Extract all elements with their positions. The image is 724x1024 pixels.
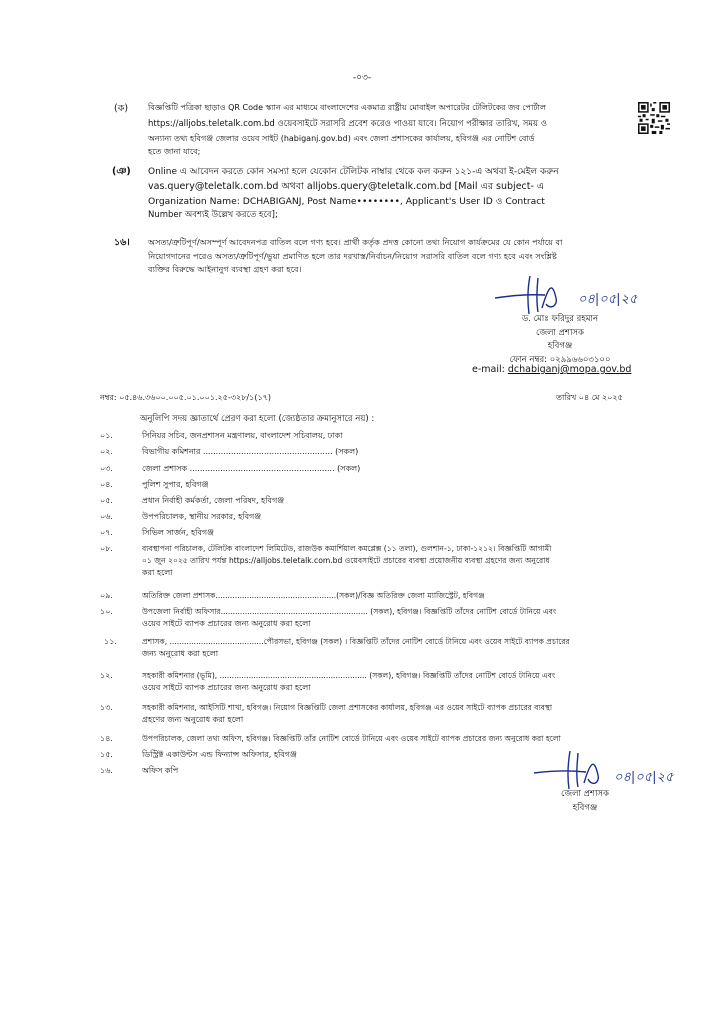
signatory-designation: জেলা প্রশাসক (536, 327, 584, 338)
copy-list: ০১. সিনিয়র সচিব, জনপ্রশাসন মন্ত্রণালয়, বাংলাদেশ সচিবালয়, ঢাকা ০২. বিভাগীয় কমিশনার ................................................... (সকল) ০৩. জেলা প্রশাসক ......................................................... (সকল) ০৪. পুলিশ সুপার, হবিগঞ্জ ০৫. প্রধান নির্বাহী কর্মকর্তা, জেলা পরিষদ, হবিগঞ্জ ০৬. উপপরিচালক, স্থানীয় সরকার, হবিগঞ্জ ০৭. সিভিল সার্জন, হবিগঞ্জ ০৮. ব্যবস্থাপনা পরিচালক, টেলিটক বাংলাদেশ লিমিটেড, রাজউক কমার্শিয়াল কমপ্লেক্স (১১ তলা), গুলশান-১, ঢাকা-১২১২। বিজ্ঞপ্তিটি আগামী ০১ জুন ২০২৫ তারিখ পর্যন্ত https://alljobs.teletalk.com.bd ওয়েবসাইটে প্রচারের ব্যবস্থা প্রয়োজনীয় ব্যবস্থা গ্রহণের জন্য অনুরোধ করা হলো ০৯. অতিরিক্ত জেলা প্রশাসক..................................................(সকল)/বিজ্ঞ অতিরিক্ত জেলা ম্যাজিস্ট্রেট, হবিগঞ্জ ১০. উপজেলা নির্বাহী অফিসার............................................................. (সকল), হবিগঞ্জ। বিজ্ঞপ্তিটি তাঁদের নোটিশ বোর্ডে টানিয়ে এবং ওয়েব সাইটে ব্যাপক প্রচারের জন্য অনুরোধ করা হলো ১১. প্রশাসক, .......................................পৌরসভা, হবিগঞ্জ (সকল) । বিজ্ঞপ্তিটি তাঁদের নোটিশ বোর্ডে টানিয়ে এবং ওয়েব সাইটে ব্যাপক প্রচারের জন্য অনুরোধ করা হলো ১২. সহকারী কমিশনার (ভূমি), ............................................................. (সকল), হবিগঞ্জ। বিজ্ঞপ্তিটি তাঁদের নোটিশ বোর্ডে টানিয়ে এবং ওয়েব সাইটে ব্যাপক প্রচারের জন্য অনুরোধ করা হলো ১৩. সহকারী কমিশনার, আইসিটি শাখা, হবিগঞ্জ। নিয়োগ বিজ্ঞপ্তিটি জেলা প্রশাসকের কার্যালয়, হবিগঞ্জ এর ওয়েব সাইটে ব্যাপক প্রচারের ব্যবস্থা গ্রহণের জন্য অনুরোধ করা হলো ১৪. উপপরিচালক, জেলা তথ্য অফিস, হবিগঞ্জ। বিজ্ঞপ্তিটি তাঁর নোটিশ বোর্ডে টানিয়ে এবং ওয়েব সাইটে ব্যাপক প্রচারের জন্য অনুরোধ করা হলো ১৫. ডিস্ট্রিক্ট একাউন্টস এন্ড ফিন্যান্স অফিসার, হবিগঞ্জ ১৬. অফিস কপি (100, 431, 570, 775)
page-number: -০৩- (352, 73, 372, 83)
signatory-phone: ফোন নম্বর: ০২৯৯৬৬০৩১০০ (509, 354, 611, 365)
item-16-line-2: নিয়োগদানের পরেও অসত্য/ত্রুটিপূর্ণ/ভুয়া প্রমাণিত হলে তার দরখাস্ত/নির্বাচন/নিয়োগ সরাসরি বাতিল বলে গণ্য হবে এবং সংশ্লিষ্ট (148, 250, 557, 261)
item-nya-line-1: Online এ আবেদন করতে কোন সমস্যা হলে যেকোন টেলিটক নাম্বার থেকে কল করুন ১২১-এ অথবা ই-মেইল করুন (148, 167, 559, 177)
item-16-number: ১৬। (114, 237, 130, 248)
email-line (472, 364, 631, 375)
copy-intro: অনুলিপি সদয় জ্ঞাতার্থে প্রেরণ করা হলো (জ্যেষ্ঠতার ক্রমানুসারে নয়) : (140, 414, 375, 424)
signatory-2-designation: জেলা প্রশাসক (561, 789, 609, 799)
signatory-district: হবিগঞ্জ (547, 341, 573, 351)
item-nya-body (148, 166, 668, 222)
item-16-line-1: অসত্য/ত্রুটিপূর্ণ/অসম্পূর্ণ আবেদনপত্র বাতিল বলে গণ্য হবে। প্রার্থী কর্তৃক প্রদত্ত কোনো তথ্য নিয়োগ কার্যক্রমের যে কোন পর্যায়ে বা (148, 237, 563, 247)
item-nya-number: (ঞ) (112, 166, 131, 177)
memo-number: নম্বর: ০৫.৪৬.৩৬০০.০০৫.০১.০০১.২৫-৩২৮/১(১৭) (100, 393, 271, 402)
item-ka-line-3: অন্যান্য তথ্য হবিগঞ্জ জেলার ওয়েব সাইট (habiganj.gov.bd) এবং জেলা প্রশাসকের কার্যালয়, হবিগঞ্জ এর নোটিশ বোর্ড (148, 134, 535, 144)
item-ka-body (148, 102, 626, 158)
item-ka-line-4: হতে জানা যাবে; (148, 146, 201, 156)
signature-1-block (480, 313, 640, 367)
item-ka-line-1: বিজ্ঞপ্তিটি পত্রিকা ছাড়াও QR Code স্ক্যান এর মাধ্যমে বাংলাদেশের একমাত্র রাষ্ট্রীয় মোবাইল অপারেটর টেলিটকের জব পোর্টাল (148, 103, 546, 112)
item-16-line-3: ব্যক্তির বিরুদ্ধে আইনানুগ ব্যবস্থা গ্রহণ করা হবে। (148, 264, 302, 274)
item-nya-line-4: Number অবশ্যই উল্লেখ করতে হবে]; (148, 210, 278, 220)
item-nya-line-2: vas.query@teletalk.com.bd অথবা alljobs.query@teletalk.com.bd [Mail এর subject- এ (148, 181, 545, 192)
qr-code-icon (638, 102, 670, 134)
signatory-name: ড. মোঃ ফরিদুর রহমান (521, 314, 599, 324)
email-label: e-mail: (472, 364, 505, 375)
memo-date: তারিখ ০৪ মে ২০২৫ (556, 393, 623, 402)
item-nya-line-3: Organization Name: DCHABIGANJ, Post Name••••••••, Applicant's User ID ও Contract (148, 196, 545, 207)
signatory-2-district: হবিগঞ্জ (572, 802, 598, 813)
signature-2-date: ০৪|০৫|২৫ (614, 770, 674, 785)
email-link[interactable]: dchabiganj@mopa.gov.bd (507, 364, 632, 375)
item-ka-line-2: https://alljobs.teletalk.com.bd ওয়েবসাইটে সরাসরি প্রবেশ করেও পাওয়া যাবে। নিয়োগ পরীক্ষার তারিখ, সময় ও (148, 118, 547, 129)
signature-2-block (540, 788, 630, 815)
item-ka-number: (ক) (114, 103, 129, 114)
signature-1-date: ০৪|০৫|২৫ (578, 292, 638, 307)
